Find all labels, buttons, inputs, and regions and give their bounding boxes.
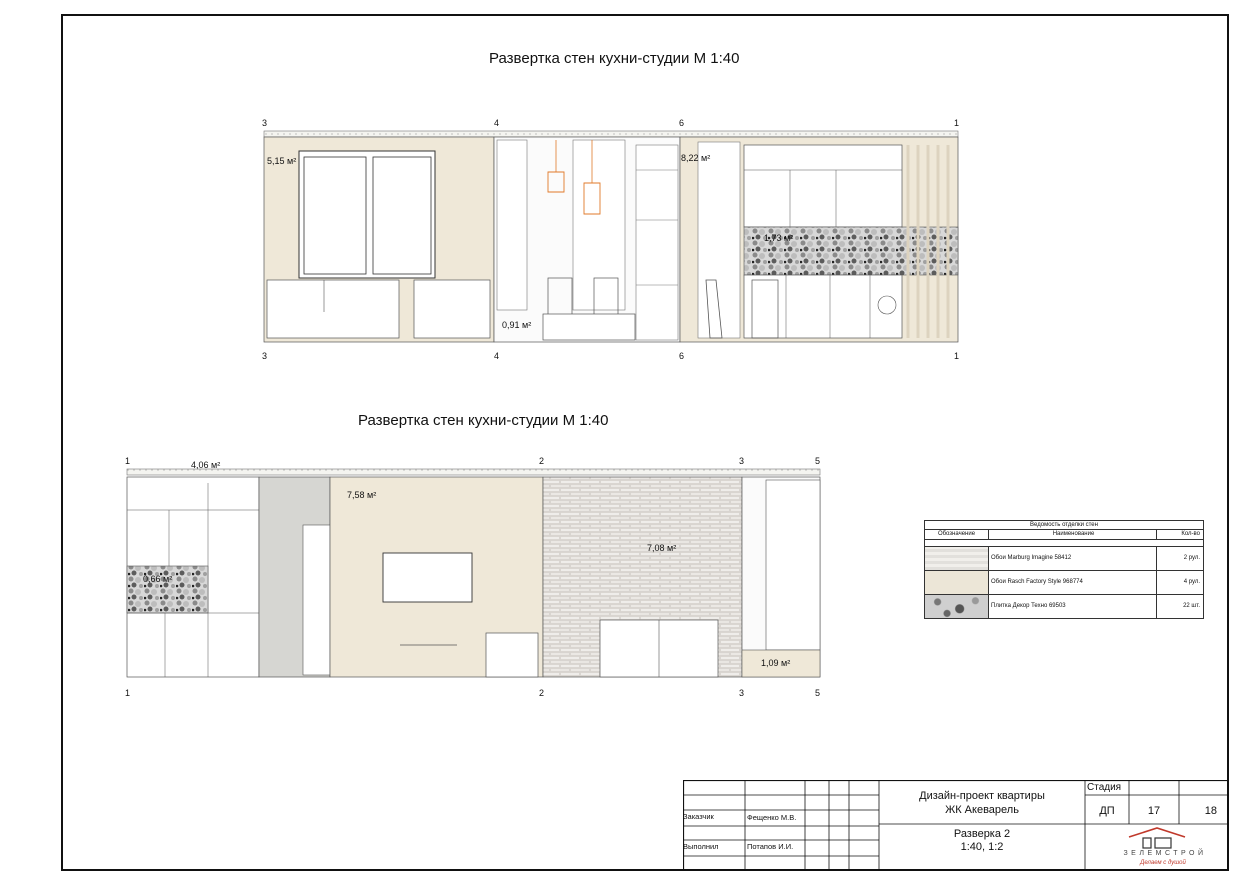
company-logo [683,780,1229,871]
customer-label: Заказчик [683,812,714,821]
finish-schedule-title: Ведомость отделки стен [925,521,1203,530]
sheet-title: Разверка 2 [953,828,1011,840]
area-label: 7,58 м² [347,490,377,500]
area-label: 8,22 м² [681,153,711,163]
axis-label: 5 [815,688,821,698]
area-label: 4,06 м² [191,460,221,470]
axis-label: 1 [125,456,131,466]
logo-slogan: Делаем с душой [1140,860,1186,866]
axis-label: 3 [739,688,745,698]
axis-label: 6 [679,351,685,361]
project-subtitle: ЖК Акеварель [945,804,1019,816]
performer-label: Выполнил [683,842,719,851]
table-row [925,547,1203,571]
finish-swatch [925,595,989,618]
axis-label: 5 [815,456,821,466]
customer-name: Фещенко М.В. [747,813,797,822]
bottom-drawing-title: Развертка стен кухни-студии М 1:40 [358,412,609,429]
area-label: 0,66 м² [143,574,173,584]
finish-schedule-table [924,520,1204,619]
title-block [683,780,1229,871]
area-label: 7,08 м² [647,543,677,553]
project-title: Дизайн-проект квартиры [919,790,1045,802]
performer-name: Потапов И.И. [747,842,794,851]
finish-swatch [925,571,989,594]
logo-wordmark: ЗЕЛЕМСТРОЙ [1123,850,1207,857]
finish-qty: 4 рул. [1183,579,1200,585]
column-header: Наименование [989,530,1157,539]
axis-label: 3 [262,351,268,361]
column-header: Обозначение [925,530,989,539]
finish-name: Обои Rasch Factory Style 968774 [989,571,1157,594]
area-label: 5,15 м² [267,156,297,166]
finish-swatch [925,547,989,570]
top-drawing-title: Развертка стен кухни-студии М 1:40 [489,50,740,67]
axis-label: 2 [539,456,545,466]
area-label: 0,91 м² [502,320,532,330]
finish-qty: 22 шт. [1183,603,1200,609]
sheet-number: 17 [1147,805,1161,817]
table-row [925,595,1203,618]
axis-label: 3 [739,456,745,466]
finish-name: Плитка Декор Техно 69503 [989,595,1157,618]
table-spacer-row [925,540,1203,547]
axis-label: 1 [125,688,131,698]
finish-schedule-header [925,530,1203,540]
table-row [925,571,1203,595]
area-label: 1,09 м² [761,658,791,668]
area-label: 1,73 м² [764,233,794,243]
sheet-scale: 1:40, 1:2 [960,841,1004,853]
axis-label: 6 [679,118,685,128]
finish-name: Обои Marburg Imagine 58412 [989,547,1157,570]
stage-label: Стадия [1087,782,1122,793]
axis-label: 4 [494,118,500,128]
axis-label: 4 [494,351,500,361]
sheets-total: 18 [1204,805,1217,817]
column-header: Кол-во [1181,531,1200,537]
axis-label: 1 [954,351,960,361]
finish-qty: 2 рул. [1183,555,1200,561]
stage-value: ДП [1099,805,1115,817]
axis-label: 1 [954,118,960,128]
axis-label: 3 [262,118,268,128]
axis-label: 2 [539,688,545,698]
